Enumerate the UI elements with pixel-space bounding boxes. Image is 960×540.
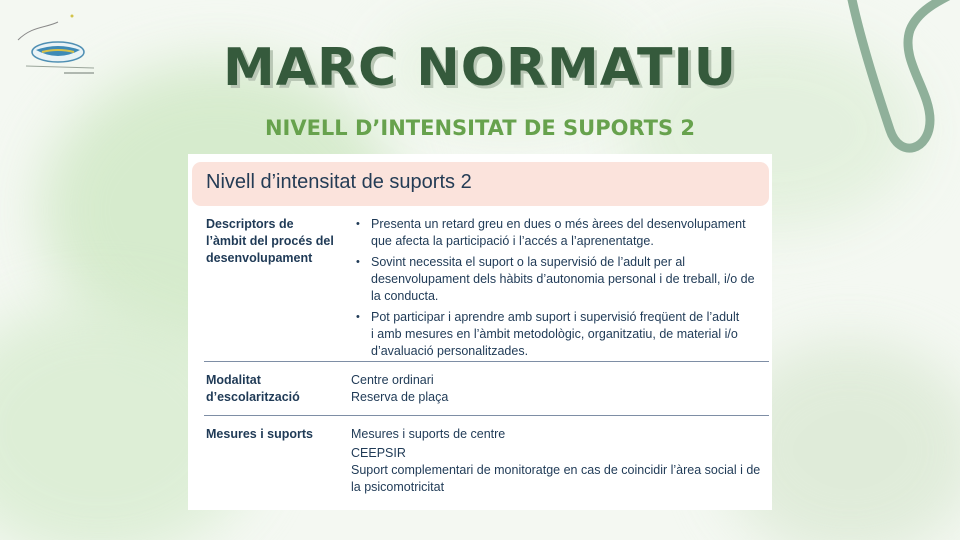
bullet-line: • Pot participar i aprendre amb suport i supervisió freqüent de l’adult bbox=[371, 310, 740, 324]
row-value-measures bbox=[351, 426, 771, 496]
row-divider bbox=[204, 415, 769, 416]
row-value-schooling bbox=[351, 372, 771, 406]
bullet-item bbox=[356, 309, 766, 360]
label-line: Mesures i suports bbox=[206, 427, 313, 441]
bullet-line: • Presenta un retard greu en dues o més àrees del desenvolupament bbox=[371, 217, 746, 231]
row-label-descriptors bbox=[206, 216, 334, 267]
bullet-line: la conducta. bbox=[371, 289, 439, 303]
row-label-measures bbox=[206, 426, 313, 443]
label-line: Descriptors de bbox=[206, 217, 294, 231]
label-line: d’escolarització bbox=[206, 390, 300, 404]
label-line: Modalitat bbox=[206, 373, 261, 387]
descriptor-bullets bbox=[356, 216, 766, 364]
label-line: desenvolupament bbox=[206, 251, 313, 265]
value-line: la psicomotricitat bbox=[351, 480, 445, 494]
row-divider bbox=[204, 361, 769, 362]
intensity-level-table bbox=[188, 154, 772, 510]
bullet-line: d’avaluació personalitzades. bbox=[371, 344, 529, 358]
value-line: Reserva de plaça bbox=[351, 390, 449, 404]
table-header bbox=[192, 162, 769, 206]
bullet-item bbox=[356, 254, 766, 305]
slide-subtitle: NIVELL D’INTENSITAT DE SUPORTS 2 bbox=[264, 116, 696, 140]
bullet-item bbox=[356, 216, 766, 250]
value-line: Mesures i suports de centre bbox=[351, 427, 506, 441]
value-line: Centre ordinari bbox=[351, 373, 434, 387]
bullet-line: i amb mesures en l’àmbit metodològic, organitzatiu, de material i/o bbox=[371, 327, 738, 341]
label-line: l’àmbit del procés del bbox=[206, 234, 334, 248]
bullet-line: • Sovint necessita el suport o la supervisió de l’adult per al bbox=[371, 255, 686, 269]
slide-title: MARC NORMATIU bbox=[222, 38, 738, 98]
value-line: CEEPSIR bbox=[351, 446, 406, 460]
bullet-line: que afecta la participació i l’accés a l’aprenentatge. bbox=[371, 234, 654, 248]
table-title: Nivell d’intensitat de suports 2 bbox=[206, 171, 472, 193]
row-label-schooling bbox=[206, 372, 300, 406]
value-line: Suport complementari de monitoratge en cas de coincidir l’àrea social i de bbox=[351, 463, 761, 477]
bullet-line: desenvolupament dels hàbits d’autonomia personal i de treball, i/o de bbox=[371, 272, 755, 286]
